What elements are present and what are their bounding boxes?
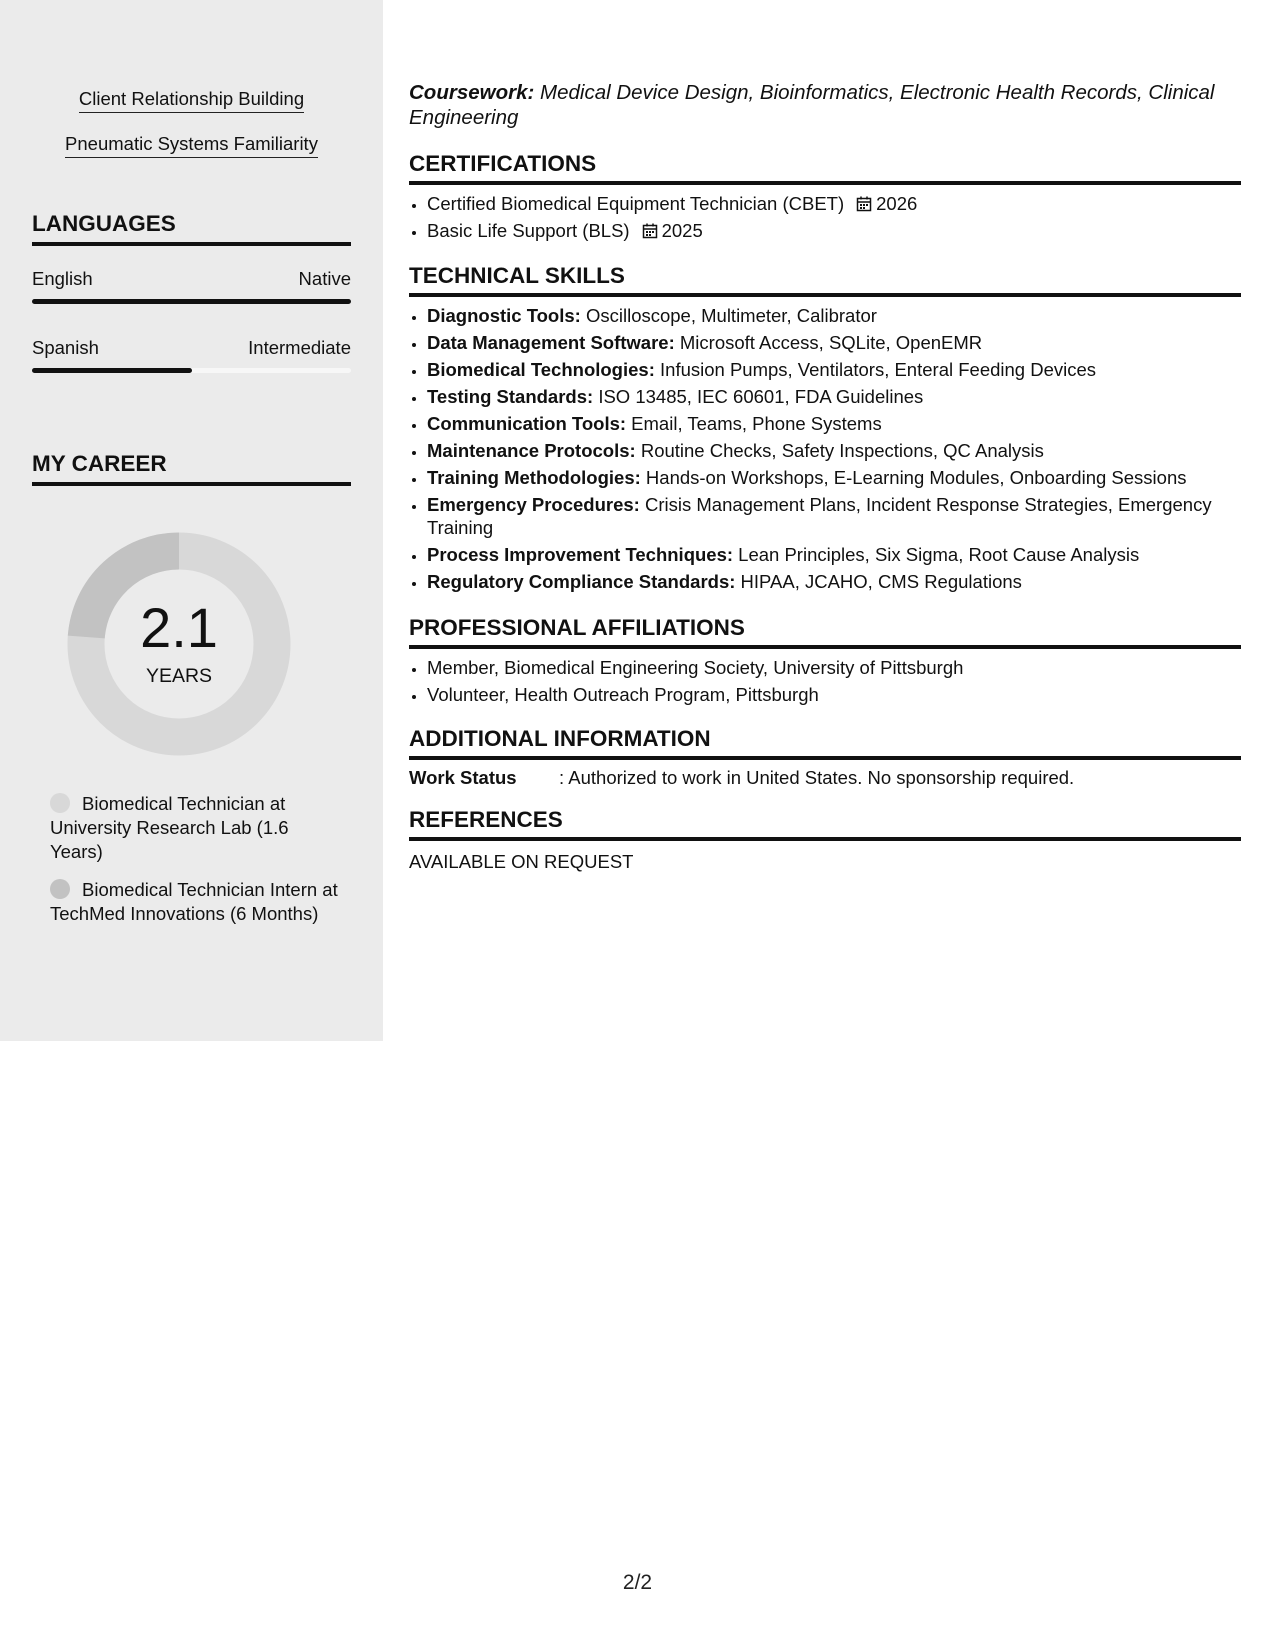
career-heading: MY CAREER [32,451,351,486]
list-item: • Certified Biomedical Equipment Technician (CBET) 2026 [427,192,1247,215]
references-text: AVAILABLE ON REQUEST [409,851,634,872]
language-proficiency-fill [32,368,192,373]
career-total-unit: YEARS [145,665,213,687]
language-level: Native [298,268,351,289]
certifications-heading: CERTIFICATIONS [409,151,1241,185]
language-row-english [32,268,351,290]
language-proficiency-bar [32,299,351,304]
language-name: English [32,268,93,289]
list-item: • Data Management Software: Microsoft Access, SQLite, OpenEMR [427,331,1247,354]
legend-dot [50,793,70,813]
work-status-label: Work Status [409,767,517,788]
sidebar [0,0,383,1041]
list-item: • Biomedical Technologies: Infusion Pumps, Ventilators, Enteral Feeding Devices [427,358,1247,381]
coursework: Coursework: Medical Device Design, Bioinformatics, Electronic Health Records, Clinical Engineering [409,81,1215,129]
calendar-icon [856,196,872,212]
list-item: • Maintenance Protocols: Routine Checks, Safety Inspections, QC Analysis [427,439,1247,462]
list-item: • Basic Life Support (BLS) 2025 [427,219,1247,242]
language-name: Spanish [32,337,99,358]
language-proficiency-bar [32,368,351,373]
list-item: • Communication Tools: Email, Teams, Phone Systems [427,412,1247,435]
language-proficiency-fill [32,299,351,304]
technical-skills-heading: TECHNICAL SKILLS [409,263,1241,297]
work-status [409,767,1241,789]
list-item: • Emergency Procedures: Crisis Management Plans, Incident Response Strategies, Emergency Training [427,493,1247,539]
skill-tag: Pneumatic Systems Familiarity [0,133,383,158]
list-item: • Regulatory Compliance Standards: HIPAA, JCAHO, CMS Regulations [427,570,1247,593]
career-total-value: 2.1 [140,596,218,659]
list-item: • Testing Standards: ISO 13485, IEC 60601, FDA Guidelines [427,385,1247,408]
list-item: • Member, Biomedical Engineering Society, University of Pittsburgh [427,656,1247,679]
list-item: • Process Improvement Techniques: Lean Principles, Six Sigma, Root Cause Analysis [427,543,1247,566]
list-item: • Diagnostic Tools: Oscilloscope, Multimeter, Calibrator [427,304,1247,327]
career-legend-item: Biomedical Technician at University Research Lab (1.6 Years) [50,793,289,862]
list-item: • Training Methodologies: Hands-on Workshops, E-Learning Modules, Onboarding Sessions [427,466,1247,489]
language-row-spanish [32,337,351,359]
languages-heading: LANGUAGES [32,211,351,246]
references-heading: REFERENCES [409,807,1241,841]
career-legend-item: Biomedical Technician Intern at TechMed Innovations (6 Months) [50,879,338,924]
legend-dot [50,879,70,899]
list-item: • Volunteer, Health Outreach Program, Pittsburgh [427,683,1247,706]
work-status-value: : Authorized to work in United States. No sponsorship required. [559,767,1075,788]
certifications-list [409,192,1247,246]
affiliations-heading: PROFESSIONAL AFFILIATIONS [409,615,1241,649]
affiliations-list [409,656,1247,710]
page-number: 2/2 [622,1571,653,1594]
language-level: Intermediate [248,337,351,358]
additional-information-heading: ADDITIONAL INFORMATION [409,726,1241,760]
skill-tag: Client Relationship Building [0,88,383,113]
technical-skills-list [409,304,1247,597]
calendar-icon [642,223,658,239]
